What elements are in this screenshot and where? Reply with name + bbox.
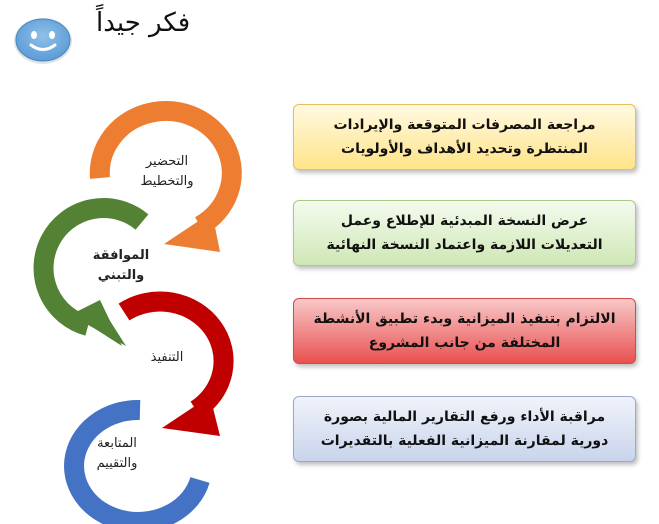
step-text-line: عرض النسخة المبدئية للإطلاع وعمل (340, 213, 589, 229)
step-text-line: مراجعة المصرفات المتوقعة والإيرادات (333, 117, 596, 133)
stage-label-line: الموافقة (92, 248, 150, 263)
step-text-line: مراقبة الأداء ورفع التقارير المالية بصورة (323, 409, 606, 425)
stage-label-planning (112, 152, 222, 192)
step-text-line: الالتزام بتنفيذ الميزانية وبدء تطبيق الأنشطة (313, 311, 616, 327)
step-text-line: المنتظرة وتحديد الأهداف والأولويات (341, 141, 588, 157)
step-box-monitoring (293, 396, 636, 462)
step-text-line: التعديلات اللازمة واعتماد النسخة النهائية (326, 237, 603, 253)
stage-label-line: التحضير (145, 154, 189, 169)
stage-label-line: والتخطيط (140, 174, 194, 189)
page-title: فكر جيداً (96, 8, 191, 38)
stage-label-approval (66, 246, 176, 286)
step-box-review (293, 104, 636, 170)
stage-label-line: التنفيذ (150, 350, 184, 365)
stage-label-line: المتابعة (97, 436, 137, 451)
step-text-line: دورية لمقارنة الميزانية الفعلية بالتقديرات (320, 433, 609, 449)
stage-label-line: والتبني (97, 268, 145, 283)
stage-label-execution (112, 348, 222, 368)
step-text-line: المختلفة من جانب المشروع (368, 335, 561, 351)
step-box-commitment (293, 298, 636, 364)
stage-label-monitoring (62, 434, 172, 474)
step-box-draft (293, 200, 636, 266)
stage-label-line: والتقييم (96, 456, 138, 471)
